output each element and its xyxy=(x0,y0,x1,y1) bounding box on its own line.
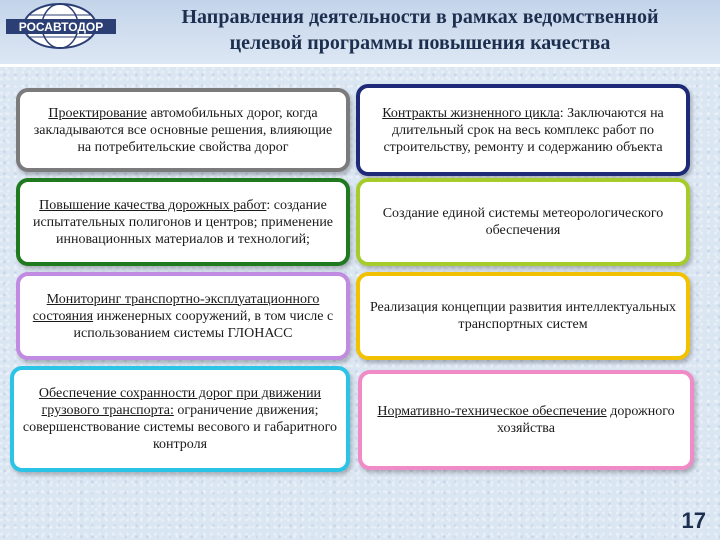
page-title xyxy=(120,4,720,56)
direction-box-road-preservation xyxy=(10,366,350,472)
direction-box-meteo-system xyxy=(356,178,690,266)
direction-box-monitoring xyxy=(16,272,350,360)
direction-head: Обеспечение сохранности дорог при движении грузового транспорта: xyxy=(38,386,322,418)
direction-text: : создание испытательных полигонов и центров; применение инновационных материалов и технологий; xyxy=(32,197,334,247)
title-line-1: Направления деятельности в рамках ведомственной xyxy=(181,6,659,28)
direction-head: Повышение качества дорожных работ xyxy=(39,197,267,213)
direction-text: инженерных сооружений, в том числе с использованием системы ГЛОНАСС xyxy=(73,308,334,341)
page-number: 17 xyxy=(681,508,706,533)
direction-text: автомобильных дорог, когда закладываются все основные решения, влияющие на потребительские свойства дорог xyxy=(33,105,333,155)
direction-text: Создание единой системы метеорологического обеспечения xyxy=(382,206,664,238)
direction-box-its-concept xyxy=(356,272,690,360)
direction-head: Нормативно-техническое обеспечение xyxy=(377,404,607,419)
direction-box-normative-support xyxy=(358,370,694,470)
direction-text: : Заключаются на длительный срок на весь комплекс работ по строительству, ремонту и содержанию объекта xyxy=(383,105,664,155)
direction-text: дорожного хозяйства xyxy=(497,404,675,436)
direction-box-road-quality xyxy=(16,178,350,266)
direction-box-lifecycle-contracts xyxy=(356,84,690,176)
logo-text: РОСАВТОДОР xyxy=(18,20,104,34)
title-line-2: целевой программы повышения качества xyxy=(229,32,611,54)
rosavtodor-logo xyxy=(2,2,120,60)
direction-head: Проектирование xyxy=(48,105,147,121)
header-divider xyxy=(0,64,720,67)
direction-text: ограничение движения; совершенствование системы весового и габаритного контроля xyxy=(22,403,338,452)
direction-head: Контракты жизненного цикла xyxy=(382,105,560,121)
direction-text: Реализация концепции развития интеллектуальных транспортных систем xyxy=(369,300,677,332)
direction-box-design xyxy=(16,88,350,172)
direction-head: Мониторинг транспортно-эксплуатационного состояния xyxy=(32,291,320,324)
